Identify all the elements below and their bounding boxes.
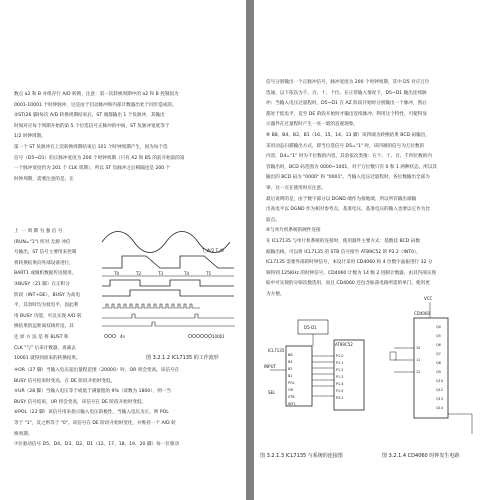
crystal [390,352,396,360]
text-line: 换周期。 [14,431,33,437]
text-line: 据输出线，可以将 ICL7135 的 STB 信号接至 AT89C52 的 P3.2（INT0）， [266,249,421,255]
text-line: ⑤UR（28 脚）当输入电压等于或低于满量程的 9%（读数为 1800），则一当 [14,389,172,395]
icl7135-pin-label: B8 [288,353,293,357]
wave-label-t2: T2 [136,271,141,276]
text-line: ⑧ B8、B4、B2、B1（16、15、14、13 脚）该四端为转换结果 BCD 码输出， [266,132,430,138]
text-line: 出高电平以 DGND 作为相对参考点，基准电压，基准电压的输入也要以它作为比 [266,207,430,213]
at89c52-pin-label: P1.0 [336,354,344,358]
text-line: 换结果的远距离双线传送，其 [14,324,74,330]
cd4060-out-pin-label: Q14 [436,406,443,410]
text-line: ⑥POL（23 脚）该信号用来指示输入电压的极性，当输入电压为正，则 POL [14,410,169,416]
cd4060-out-pin-label: Q6 [436,343,441,347]
cd4060-out-pin-label: Q5 [436,334,441,338]
cd4060-in-pin-label: 12 [416,370,421,374]
text-line: 用 BUSY 功能，可以实现 A/D 转 [14,313,82,319]
text-line: 示器件在过量程时产生一亮一暗的直观现象。 [266,122,358,128]
text-line: CLK "与" 后来计数器，再减去 [14,345,76,351]
text-line: 时钟周期，需要注意的是，在 [14,176,74,182]
at89c52-pin-label: P1.5 [336,389,344,393]
icl7135-pin-label: INT1 [288,402,296,406]
cd4060-diagram [386,288,494,448]
at89c52-pin-label: P1.2 [336,368,344,372]
text-line: 还 原 方 法 是 将 BUST 和 [14,334,69,340]
text-line: 上 一 周 期 为 强 信 号 [14,229,63,234]
text-line: BUSY 信号结束，UR 将会变高，该信号在 DE 阶段开始时变低。 [14,399,147,405]
text-line: 1/2 时钟周期。 [14,134,46,140]
input-label: INPUT [264,364,276,369]
left-paragraph-top [14,90,234,185]
text-line: (RUN="1") 所对 无源 冲信 [14,239,71,245]
cd4060-chip [414,318,448,418]
wave-label-right-note: T_W/2 T_W [202,248,224,253]
right-figure2-caption: 图 3.2.1.4 CD4060 时钟发生电路 [382,453,460,459]
text-line: 选通，以下依次为千、百、十、个位。在正常输入情况下，D5~D1 输出连续脉 [266,90,427,96]
at89c52-label: AT89C52 [335,342,353,347]
wave-label-bottom-left: 4n [120,334,126,339]
text-line: 10001 就得到原来的转换结果。 [14,356,81,362]
text-line: 将转换结果向外部设备进行， [14,260,74,266]
right-page [254,0,500,500]
text-line: 平，其余时均为低电平，因此利 [14,303,79,309]
icl7135-pin-label: B1 [288,374,293,378]
cd4060-out-pin-label: Q13 [436,397,443,401]
text-line: BUSY 信号结束时变高，在 DE 阶段开始时变低。 [14,378,116,384]
right-figure1-caption: 图 3.2.1.3 ICL7135 与系统的连接图 [260,453,343,459]
at89c52-pin-label: P1.1 [336,361,344,365]
text-line: ②ST(26 脚)每次 A/D 转换周期结束后，ST 端都输出 1 个负脉冲，其输出 [14,113,165,119]
icl7135-pin-label: POL [288,381,295,385]
wave-label-t4: T4 [184,271,189,276]
text-line: BART1 或微机数据传送使用。 [14,271,77,277]
at89c52-pin-label: P3.2 [336,396,344,400]
text-line: 频得到 125KHz 的时钟信号，CD4060 计数为 14 级 2 进制计数器，由其内部实现 [266,270,436,276]
at89c52-pin-label: P1.3 [336,375,344,379]
cd4060-in-pin-label: 11 [416,358,421,362]
text-line: 一个脉冲宽度仍为 201 个 CLK 周期），所以 ST 负脉冲之后相隔也是 200 个 [14,166,171,172]
left-page [0,0,246,500]
at89c52-pin-label: P1.4 [336,382,344,386]
sel-label: SEL [268,390,276,395]
text-line: 最后说明的是，由于数字部分以 DGND 端作为接地端，所以所有输出端输 [266,196,417,202]
text-line: 容输出时，BCD 码范围为 0000~1001，对于万位数只有 0 和 1 两种状态，所以其 [266,164,438,170]
text-line: 都处于低电平，直至 DE 阶段开始时才输出连续脉冲。利用这个特性，可使得显 [266,111,427,117]
text-line: 时间对应每个周期开始的第 5 个位选信号正脉冲的中间，ST 负脉冲宽度等于 [14,123,170,129]
wave-label-bottom-right: 10001 [212,334,225,339]
text-line: 在 ICL7135 与单片机系统的连接时，使用器件主要方式：基数技 BCD 码数 [266,238,420,244]
cd4060-in-pin-label: 10 [416,346,421,350]
cd4060-out-pin-label: Q7 [436,352,441,356]
busy-wave [102,290,234,296]
text-line: ⑦位驱动信号 D5、D4、D3、D2、D1（12、17、18、19、20 脚）每一位驱动 [14,442,180,448]
text-line: 数点 a2 和 B 并组存行 A/D 转换，注意：第一次转换周期中的 a2 和 B 控制因为 [14,92,179,97]
icl7135-pin-label: OR [288,388,294,392]
wave-label-t5: T5 [206,271,211,276]
cd4060-out-pin-label: Q12 [436,388,443,392]
left-figure-caption: 图 3.2.1.2 ICL7135 的工作波形 [146,355,219,361]
clock-pulses [102,304,235,326]
text-line: 第一个 ST 负脉冲在上次转换周期结束后 101 个时钟周期产生，因为每个选 [14,144,168,150]
wave-label-t3: T3 [158,271,163,276]
text-line: ⑨与单片机系统的硬件连接 [266,228,321,234]
text-line: 为方便。 [266,291,285,297]
waveform-figure [100,226,236,352]
text-line: 零，这一点在使用时应注意。 [266,185,326,191]
text-line: 冲；当输入电压过量程时，D5~D1 在 AZ 阶段开始时分别输出一个脉冲，然后 [266,101,427,107]
text-line: 等于 "1"，反之则等于 "0"。该信号在 DE 阶段开始时变化，并维持一个 A/D 转 [14,420,176,426]
left-paragraph-bottom [14,366,234,451]
cd4060-out-pin-label: Q9 [436,370,441,374]
text-line: 输出的 BCD 码为 "0000" 和 "0001"。当输入电压过量程时，各位数输出全部为 [266,175,430,181]
text-line: 振中可实现的分频次数选用，而且 CD4060 还包含振荡电路所需的单门，使用更 [266,281,430,287]
d5-d1-label: D5-D1 [304,325,317,330]
left-paragraph-side [14,227,96,365]
text-line: ③BUSY（21 脚）在正积分 [14,281,70,287]
text-line: 信号分别输出一个正脉冲信号，脉冲宽度为 200 个时钟周期，其中 D5 对应万位 [266,80,430,85]
icl7135-pin-label: B4 [288,360,293,364]
text-line: ④OR（27 脚）当输入电压超出量程范围（20000）时，OR 将会变高。该信号在 [14,368,180,373]
text-line: 号输出，ST 信号主要用来控制 [14,250,77,256]
wave-label-t1: T0 [114,271,119,276]
cd4060-out-pin-label: Q10 [436,379,443,383]
integrator-wave [102,256,234,268]
text-line: ICL7135 需要外部的时钟信号，本设计采用 CD4060 和 4 位数字晶振进行 32 分 [266,260,433,266]
phase-wave [102,280,234,286]
vcc-label: VCC [424,296,433,301]
text-line: 信号（D5~D1）的正脉冲宽度为 200 个时钟周期（只有 A2 和 B5 的前开始前的第 [14,155,185,161]
text-line: 内容，D4="1" 时为千位数的内容，其余依次类推：在个、十、百、千四位数的内 [266,154,432,160]
cd4060-out-pin-label: Q4 [436,325,441,329]
text-line: 0001-10001 个时钟脉冲，这是由于启动脉冲和内部计数器出处于同步造成的。 [14,102,177,108]
cd4060-label: CD4060 [414,311,431,316]
icl7135-pin-label: B2 [288,367,293,371]
right-paragraph-top [266,78,488,300]
connection-diagram [264,300,376,450]
icl7135-label: ICL7135 [268,348,285,353]
text-line: 较点。 [266,217,280,223]
icl7135-pin-label: STB [288,395,295,399]
text-line: 采用动态扫描输出方式，即当位选信号 D5="1" 时，该四端的信号为万位数的 [266,143,425,149]
text-line: 阶段（INT+DE），BUSY 为高电 [14,292,81,298]
cd4060-out-pin-label: Q8 [436,361,441,365]
